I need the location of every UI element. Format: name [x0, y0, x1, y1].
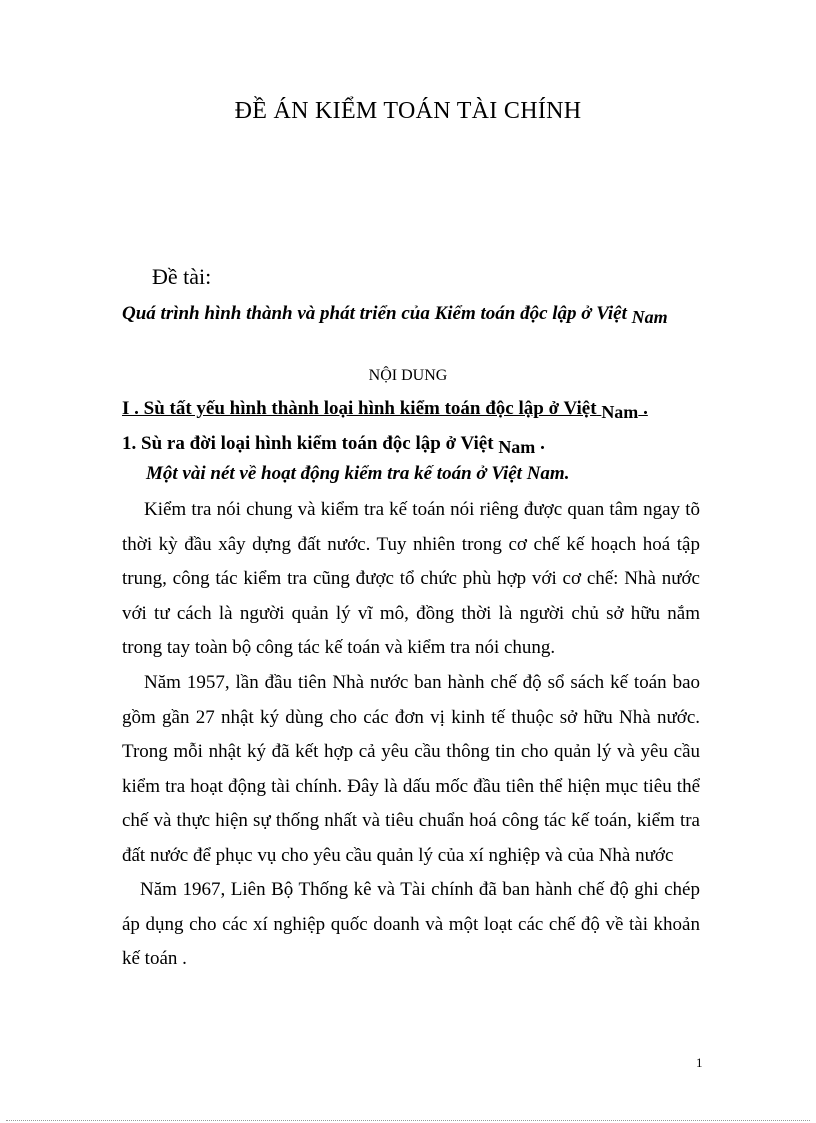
- page-border-divider: [6, 1120, 810, 1121]
- heading-1-end: .: [638, 398, 648, 419]
- heading-1-tail: Nam: [601, 402, 639, 422]
- heading-2: [122, 433, 545, 455]
- topic-title-main: Quá trình hình thành và phát triển của Kiểm toán độc lập ở Việt: [122, 303, 627, 324]
- heading-1: [122, 398, 648, 420]
- heading-2-end: .: [535, 433, 545, 454]
- heading-3: Một vài nét về hoạt động kiểm tra kế toán ở Việt Nam.: [146, 463, 570, 484]
- topic-label: Đề tài:: [152, 264, 212, 289]
- document-title: ĐỀ ÁN KIỂM TOÁN TÀI CHÍNH: [234, 98, 582, 124]
- section-heading: NỘI DUNG: [368, 367, 448, 384]
- paragraph: Kiểm tra nói chung và kiểm tra kế toán nói riêng được quan tâm ngay tõ thời kỳ đầu xây dựng đất nước. Tuy nhiên trong cơ chế kế hoạch hoá tập trung, công tác kiểm tra cũng được tổ chức phù hợp với cơ chế: Nhà nước với tư cách là người quản lý vĩ mô, đồng thời là người chủ sở hữu nắm trong tay toàn bộ công tác kế toán và kiểm tra nói chung.: [122, 499, 700, 659]
- heading-2-main: 1. Sù ra đời loại hình kiểm toán độc lập ở Việt: [122, 433, 494, 454]
- topic-title-tail: Nam: [631, 307, 668, 327]
- paragraph: Năm 1957, lần đầu tiên Nhà nước ban hành chế độ sổ sách kế toán bao gồm gần 27 nhật ký dùng cho các đơn vị kinh tế thuộc sở hữu Nhà nước. Trong mỗi nhật ký đã kết hợp cả yêu cầu thông tin cho quản lý và yêu cầu kiểm tra hoạt động tài chính. Đây là dấu mốc đầu tiên thể hiện mục tiêu thể chế và thực hiện sự thống nhất và tiêu chuẩn hoá công tác kế toán, kiểm tra đất nước để phục vụ cho yêu cầu quản lý của xí nghiệp và của Nhà nước: [122, 672, 700, 866]
- page-number: 1: [696, 1055, 703, 1070]
- heading-2-tail: Nam: [498, 437, 536, 457]
- heading-1-main: I . Sù tất yếu hình thành loại hình kiểm toán độc lập ở Việt: [122, 398, 597, 419]
- topic-title: [122, 303, 668, 325]
- paragraph: Năm 1967, Liên Bộ Thống kê và Tài chính đã ban hành chế độ ghi chép áp dụng cho các xí nghiệp quốc doanh và một loạt các chế độ về tài khoản kế toán .: [122, 879, 700, 970]
